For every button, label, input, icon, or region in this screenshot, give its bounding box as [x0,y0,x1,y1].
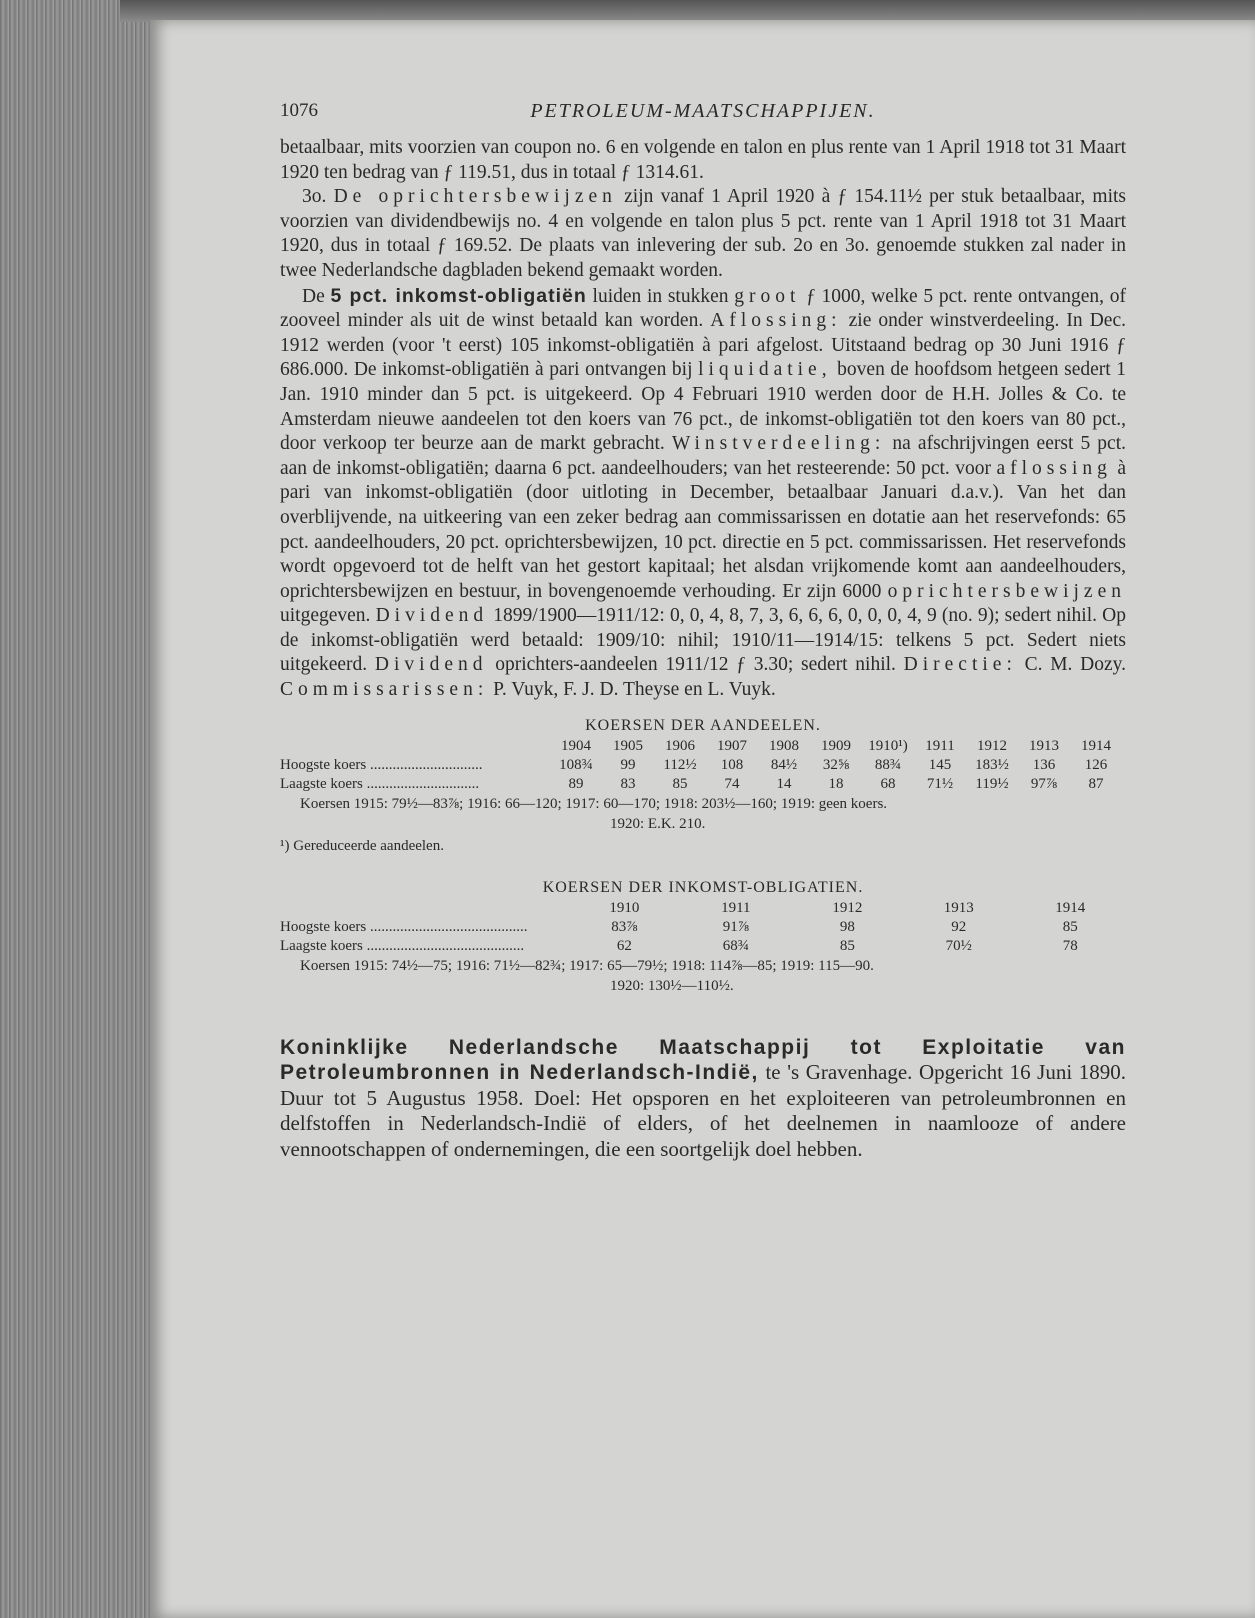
table-cell: 119½ [975,775,1009,792]
table-cell: 91⅞ [722,918,749,935]
table-title: KOERSEN DER AANDEELEN. [585,716,821,734]
year-header: 1911 [925,737,955,754]
table-koersen-aandeelen [280,717,1126,855]
para-text: boven de hoofdsom hetgeen sedert 1 Jan. 1910 minder dan 5 pct. is uitgekeerd. Op 4 Februari 1910 werden door de H.H. Jolles & Co. te Amsterdam nieuwe aandeelen tot den koers van 76 pct., de inkomst-obligatiën tot den koers van 80 pct., door verkoop ter beurze aan de markt gebracht. [280,359,1126,455]
para-text: à pari van inkomst-obligatiën (door uitloting in December, betaalbaar Januari d.a.v.). Van het dan overblijvende, na uitkeering van een zeker bedrag aan commissarissen en dotatie aan het reservefonds: 65 pct. aandeelhouders, 20 pct. oprichtersbewijzen, 10 pct. directie en 5 pct. commissarissen. Het reservefonds wordt opgevoerd tot de helft van het gestort kapitaal; het alsdan vrijkomende komt aan aandeelhouders, oprichtersbewijzen en bestuur, in bovengenoemde verhouding. Er zijn 6000 [280,457,1127,602]
table-header-row [280,737,1126,756]
page-content [280,96,1126,1163]
year-header: 1913 [1029,737,1059,754]
year-header: 1908 [769,737,799,754]
company-location: te 's Gravenhage. [758,1060,920,1085]
year-header: 1910 [609,899,640,916]
table-row [280,775,1126,794]
table-cell: 83⅞ [611,918,638,935]
row-label: Laagste koers .......................................... [280,937,525,954]
spaced-term: oprichtersbewijzen [887,580,1126,602]
para-text: ƒ 1000, welke 5 pct. rente ontvangen, of zooveel minder als uit de winst betaald kan worden. [280,285,1126,332]
year-header: 1909 [821,737,851,754]
para-text: na afschrijvingen eerst 5 pct. aan de inkomst-obligatiën; daarna 6 pct. aandeelhouders; van het resteerende: 50 pct. voor [280,433,1126,479]
spaced-term: Dividend [374,654,488,676]
table-cell: 84½ [770,756,798,773]
year-header: 1911 [721,899,751,916]
company-entry [280,1036,1126,1163]
spaced-term: Aflossing: [710,310,842,332]
row-label: Laagste koers .............................. [280,775,480,792]
table-cell: 85 [1062,918,1078,935]
spaced-term: Duur [280,1085,324,1110]
company-name: Koninklijke Nederlandsche Maatschappij tot Exploitatie van Petroleumbronnen in Nederlandsch-Indië, [280,1035,1126,1085]
para-text: zijn vanaf 1 April 1920 à ƒ 154.11½ per stuk betaalbaar, mits voorzien van dividendbewijs no. 4 en volgende en talon plus 5 pct. rente van 1 April 1918 tot 31 Maart 1920, dus in totaal ƒ 169.52. De plaats van inlevering der sub. 2o en 3o. genoemde stukken zal nader in twee Nederlandsche dagbladen bekend gemaakt worden. [280,186,1126,281]
year-header: 1913 [943,899,974,916]
table-cell: 71½ [926,775,954,792]
para-text: 1899/1900—1911/12: 0, 0, 4, 8, 7, 3, 6, 6, 6, 0, 0, 0, 4, 9 (no. 9); sedert nihil. Op de inkomst-obligatiën werd betaald: 1909/10: nihil; 1910/11—1914/15: telkens 5 pct. Sedert niets uitgekeerd. [280,605,1126,676]
row-label: Hoogste koers .............................. [280,756,483,773]
table-cell: 68 [880,775,896,792]
year-header: 1904 [561,737,591,754]
book-binding-edge [0,0,150,1618]
table-cell: 85 [839,937,855,954]
paragraph-oprichtersbewijzen [280,185,1126,283]
table-header-row [280,899,1126,918]
table-cell: 70½ [945,937,972,954]
bold-term: 5 pct. inkomst-obligatiën [330,284,587,307]
spaced-term: Dividend [375,605,489,627]
table-cell: 14 [776,775,792,792]
table-title: KOERSEN DER INKOMST-OBLIGATIEN. [542,878,864,896]
table-note: 1920: 130½—110½. [610,977,734,994]
table-cell: 32⅝ [822,756,850,773]
table-cell: 89 [568,775,584,792]
table-note: 1920: E.K. 210. [610,815,706,832]
spaced-term: Directie: [903,654,1017,676]
table-cell: 98 [839,918,855,935]
para-text: uitgegeven. [280,605,376,627]
year-header: 1912 [832,899,863,916]
table-cell: 145 [928,756,952,773]
year-header: 1912 [977,737,1007,754]
year-header: 1910¹) [868,737,908,754]
paragraph-payment: betaalbaar, mits voorzien van coupon no. 6 en volgende en talon en plus rente van 1 April 1918 tot 31 Maart 1920 ten bedrag van ƒ 119.51, dus in totaal ƒ 1314.61. [280,137,1126,183]
para-text: De [302,285,331,307]
table-cell: 85 [672,775,688,792]
table-cell: 126 [1084,756,1108,773]
spaced-term: Winstverdeeling: [671,433,886,455]
para-lead: 3o. [302,186,327,208]
table-note: Koersen 1915: 79½—83⅞; 1916: 66—120; 1917: 60—170; 1918: 203½—160; 1919: geen koers. [300,795,888,812]
table-cell: 74 [724,775,740,792]
table-row [280,937,1126,956]
year-header: 1905 [613,737,643,754]
year-header: 1907 [717,737,747,754]
book-top-edge [120,0,1255,22]
para-text: luiden in stukken [586,285,735,307]
spaced-term: aflossing [996,457,1112,479]
table-cell: 136 [1032,756,1056,773]
table-cell: 78 [1062,937,1078,954]
para-text: C. M. Dozy. [1016,654,1126,676]
spaced-term: Doel: [534,1085,581,1110]
table-koersen-obligatien [280,879,1126,996]
table-cell: 92 [951,918,967,935]
table-cell: 99 [620,756,636,773]
table-cell: 108 [720,756,744,773]
spaced-term: groot [734,285,801,307]
row-label: Hoogste koers .......................................... [280,918,528,935]
table-cell: 68¾ [722,937,749,954]
page-number: 1076 [280,100,318,121]
table-note: Koersen 1915: 74½—75; 1916: 71½—82¾; 1917: 65—79½; 1918: 114⅞—85; 1919: 115—90. [300,957,874,974]
page-header [280,96,1126,126]
table-cell: 87 [1088,775,1104,792]
table-cell: 108¾ [559,756,593,773]
year-header: 1906 [665,737,695,754]
table-cell: 183½ [975,756,1009,773]
footnote: ¹) Gereduceerde aandeelen. [280,837,444,854]
spaced-term: Commissarissen: [280,679,489,701]
table-row [280,918,1126,937]
table-row [280,756,1126,775]
para-text: Het opsporen en het exploiteeren van petroleumbronnen en delfstoffen in Nederlandsch-Indië of elders, of het deelnemen in naamlooze of andere vennootschappen of ondernemingen, die een soortgelijk doel hebben. [280,1085,1126,1162]
para-text: P. Vuyk, F. J. D. Theyse en L. Vuyk. [488,679,776,701]
table-cell: 112½ [663,756,697,773]
year-header: 1914 [1055,899,1086,916]
year-header: 1914 [1081,737,1111,754]
para-text: zie onder winstverdeeling. In Dec. 1912 werden (voor 't eerst) 105 inkomst-obligatiën à pari afgelost. Uitstaand bedrag op 30 Juni 1916 ƒ 686.000. De inkomst-obligatiën à pari ontvangen bij [280,310,1126,381]
running-title: PETROLEUM-MAATSCHAPPIJEN. [530,100,876,122]
table-cell: 18 [828,775,844,792]
paragraph-inkomst-obligatien [280,284,1126,703]
para-text: oprichters-aandeelen 1911/12 ƒ 3.30; sedert nihil. [487,654,904,676]
table-cell: 97⅞ [1030,775,1058,792]
spaced-term: Opgericht [919,1060,1003,1085]
para-text: 16 Juni 1890. [1003,1060,1126,1085]
table-cell: 83 [620,775,636,792]
table-cell: 88¾ [874,756,902,773]
para-text: tot 5 Augustus 1958. [323,1085,535,1110]
spaced-term: liquidatie, [698,359,832,381]
table-cell: 62 [616,937,632,954]
spaced-term: De oprichtersbewijzen [333,186,617,208]
